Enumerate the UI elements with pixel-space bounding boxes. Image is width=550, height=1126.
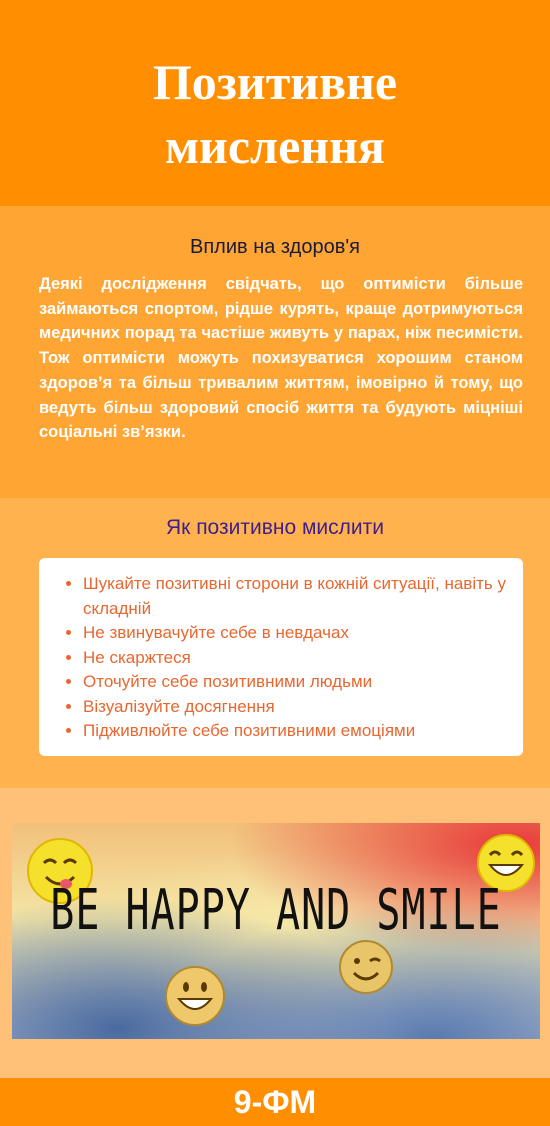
health-section bbox=[0, 206, 550, 498]
list-item: • Не звинувачуйте себе в невдачах bbox=[83, 621, 509, 646]
list-item: • Не скаржтеся bbox=[83, 646, 509, 671]
how-section bbox=[0, 498, 550, 788]
how-heading: Як позитивно мислити bbox=[166, 516, 384, 539]
list-item: • Візуалізуйте досягнення bbox=[83, 695, 509, 720]
list-item: • Підживлюйте себе позитивними емоціями bbox=[83, 719, 509, 744]
header bbox=[0, 0, 550, 206]
list-item: • Шукайте позитивні сторони в кожній ситуації, навіть у складній bbox=[83, 572, 509, 621]
title-line-1: Позитивне bbox=[152, 54, 398, 110]
health-text: Деякі дослідження свідчать, що оптимісти більше займаються спортом, рідше курять, краще дотримуються медичних порад та частіше живуть у парах, ніж песимісти. Тож оптимісти можуть похизуватися хорошим станом здоров’я та більш тривалим життям, імовірно й тому, що ведуть більш здоровий спосіб життя та будують міцніші соціальні зв’язки. bbox=[39, 275, 523, 442]
image-section bbox=[0, 788, 550, 1078]
page-title bbox=[0, 50, 550, 178]
smiley-laugh-icon bbox=[164, 965, 226, 1027]
be-happy-banner-image bbox=[12, 823, 540, 1039]
banner-text: BE HAPPY AND SMILE bbox=[50, 878, 502, 944]
smiley-wink-icon bbox=[338, 939, 394, 995]
health-heading: Вплив на здоров'я bbox=[190, 236, 360, 258]
footer-label: 9-ФМ bbox=[233, 1084, 317, 1120]
tips-card bbox=[39, 558, 523, 756]
footer bbox=[0, 1078, 550, 1126]
tips-list bbox=[39, 558, 523, 744]
title-line-2: мислення bbox=[165, 118, 385, 174]
list-item: • Оточуйте себе позитивними людьми bbox=[83, 670, 509, 695]
